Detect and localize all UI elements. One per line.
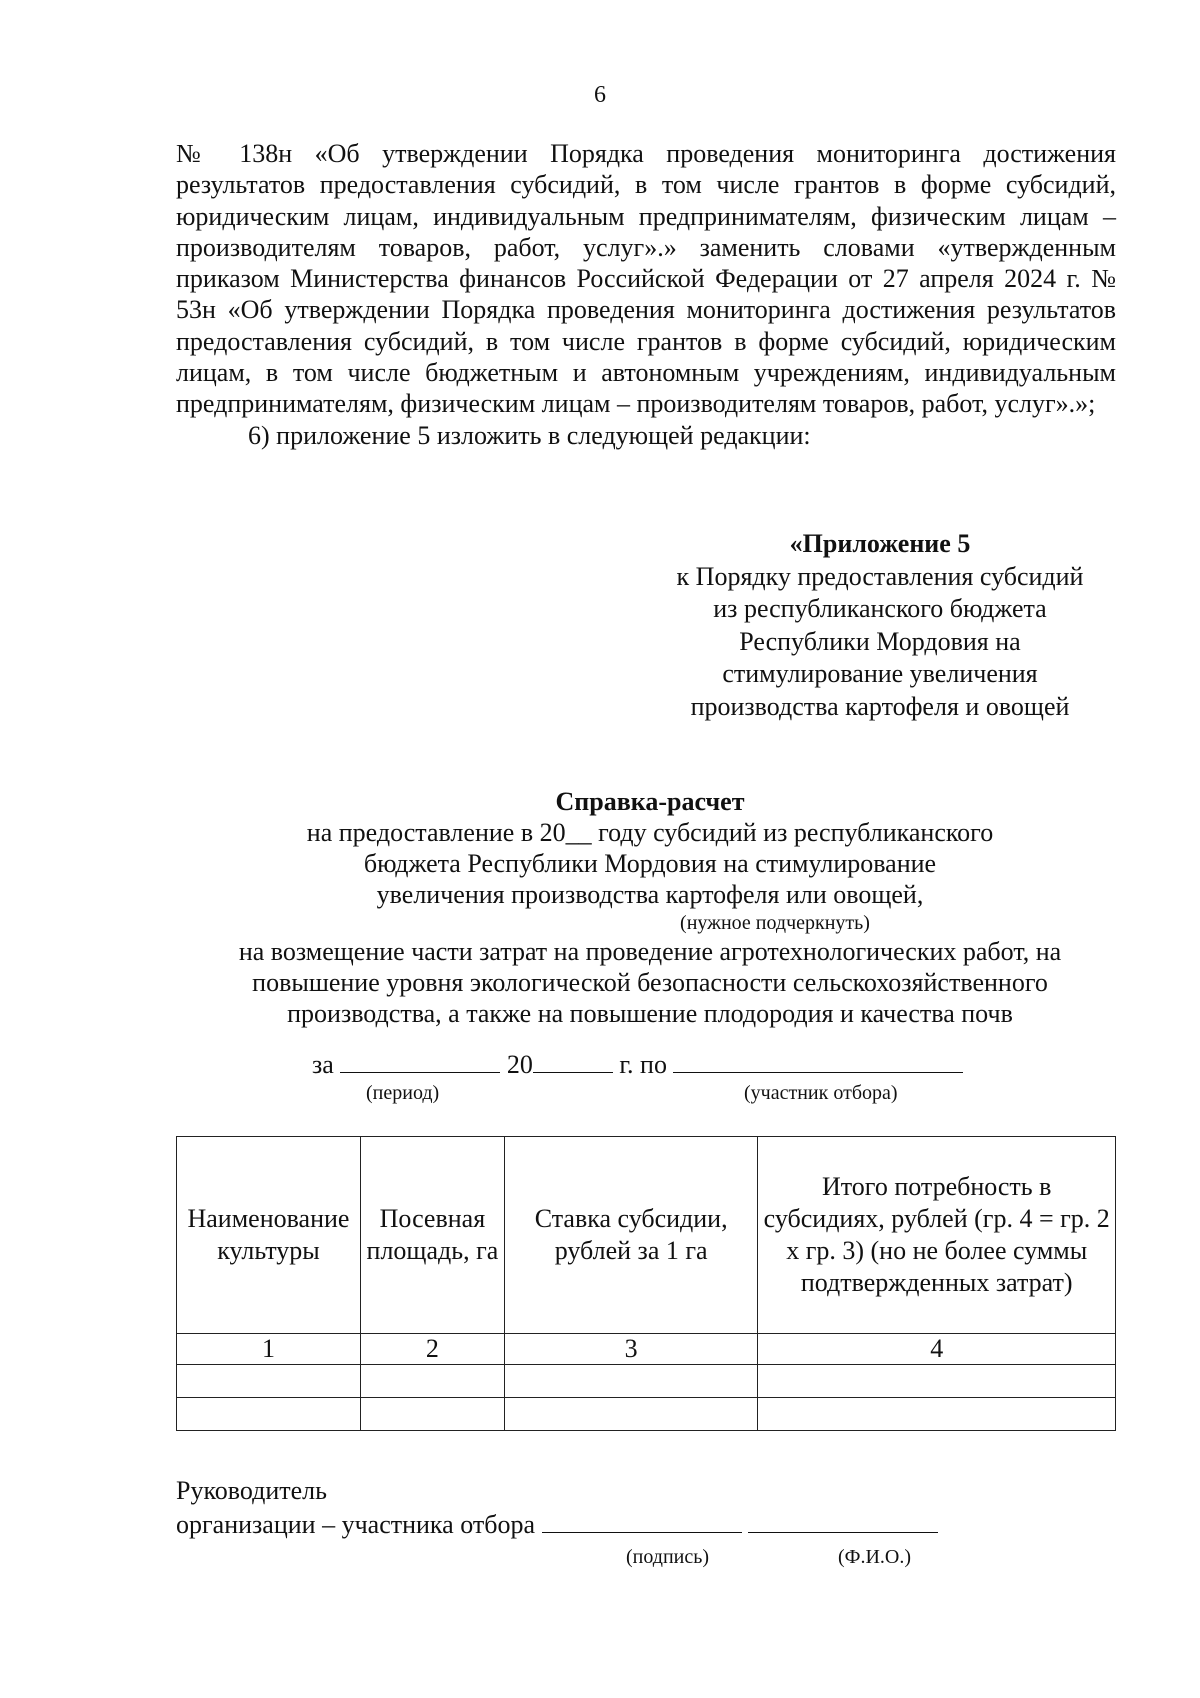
- calculation-table: [176, 1136, 1116, 1431]
- name-blank[interactable]: [748, 1510, 938, 1533]
- appendix-title: «Приложение 5: [789, 529, 971, 558]
- year-prefix: 20: [506, 1050, 533, 1079]
- header-sown-area: Посевная площадь, га: [360, 1137, 504, 1334]
- table-cell[interactable]: [360, 1365, 504, 1398]
- page-number: 6: [594, 82, 606, 108]
- column-number: 4: [758, 1334, 1116, 1365]
- column-number-row: [177, 1334, 1116, 1365]
- table-row: [177, 1365, 1116, 1398]
- appendix-line: стимулирование увеличения: [722, 659, 1038, 688]
- table-cell[interactable]: [504, 1398, 758, 1431]
- table-header-row: [177, 1137, 1116, 1334]
- header-crop-name: Наименование культуры: [177, 1137, 361, 1334]
- table-cell[interactable]: [758, 1398, 1116, 1431]
- certificate-line: бюджета Республики Мордовия на стимулирование: [363, 849, 937, 878]
- certificate-line: на предоставление в 20__ году субсидий из республиканского: [306, 818, 994, 847]
- appendix-line: Республики Мордовия на: [739, 626, 1021, 656]
- table-cell[interactable]: [177, 1365, 361, 1398]
- body-text: [176, 138, 1116, 451]
- signature-org-label: организации – участника отбора: [176, 1510, 535, 1539]
- period-line: [312, 1050, 963, 1080]
- certificate-heading: [0, 786, 1200, 1029]
- table-cell[interactable]: [504, 1365, 758, 1398]
- amendment-paragraph: № 138н «Об утверждении Порядка проведения мониторинга достижения результатов предоставления субсидий, в том числе грантов в форме субсидий, юридическим лицам, индивидуальным предпринимателям, физическим лицам – производителям товаров, работ, услуг».» заменить словами «утвержденным приказом Министерства финансов Российской Федерации от 27 апреля 2024 г. № 53н «Об утверждении Порядка проведения мониторинга достижения результатов предоставления субсидий, в том числе грантов в форме субсидий, юридическим лицам, в том числе бюджетным и автономным учреждениям, индивидуальным предпринимателям, физическим лицам – производителям товаров, работ, услуг».»;: [176, 139, 1116, 419]
- appendix-line: из республиканского бюджета: [713, 594, 1047, 623]
- signature-block: [176, 1474, 938, 1542]
- certificate-line: на возмещение части затрат на проведение агротехнологических работ, на: [238, 937, 1062, 966]
- column-number: 1: [177, 1334, 361, 1365]
- participant-caption: (участник отбора): [744, 1082, 898, 1104]
- signature-role: Руководитель: [176, 1476, 327, 1505]
- column-number: 2: [360, 1334, 504, 1365]
- appendix-line: к Порядку предоставления субсидий: [676, 561, 1084, 591]
- header-total-need: Итого потребность в субсидиях, рублей (гр. 4 = гр. 2 х гр. 3) (но не более суммы подтвержденных затрат): [758, 1137, 1116, 1334]
- table-cell[interactable]: [758, 1365, 1116, 1398]
- period-caption: (период): [366, 1082, 440, 1104]
- table-row: [177, 1398, 1116, 1431]
- certificate-line: производства, а также на повышение плодородия и качества почв: [287, 999, 1013, 1028]
- appendix-header: [640, 528, 1120, 723]
- signature-org-line: [176, 1508, 938, 1542]
- certificate-line: увеличения производства картофеля или овощей,: [376, 880, 924, 909]
- appendix-line: производства картофеля и овощей: [690, 691, 1070, 721]
- header-subsidy-rate: Ставка субсидии, рублей за 1 га: [504, 1137, 758, 1334]
- table-cell[interactable]: [177, 1398, 361, 1431]
- certificate-title: Справка-расчет: [555, 787, 745, 816]
- item-6-paragraph: 6) приложение 5 изложить в следующей редакции:: [248, 420, 811, 450]
- certificate-line: повышение уровня экологической безопасности сельскохозяйственного: [252, 968, 1048, 997]
- period-blank[interactable]: [340, 1050, 500, 1073]
- signature-caption: (подпись): [626, 1546, 710, 1568]
- za-label: за: [312, 1050, 334, 1079]
- name-caption: (Ф.И.О.): [838, 1546, 912, 1568]
- table-cell[interactable]: [360, 1398, 504, 1431]
- participant-blank[interactable]: [673, 1050, 963, 1073]
- underline-hint: (нужное подчеркнуть): [680, 912, 870, 934]
- year-blank[interactable]: [533, 1050, 613, 1073]
- g-po-label: г. по: [619, 1050, 667, 1079]
- column-number: 3: [504, 1334, 758, 1365]
- signature-blank[interactable]: [542, 1510, 742, 1533]
